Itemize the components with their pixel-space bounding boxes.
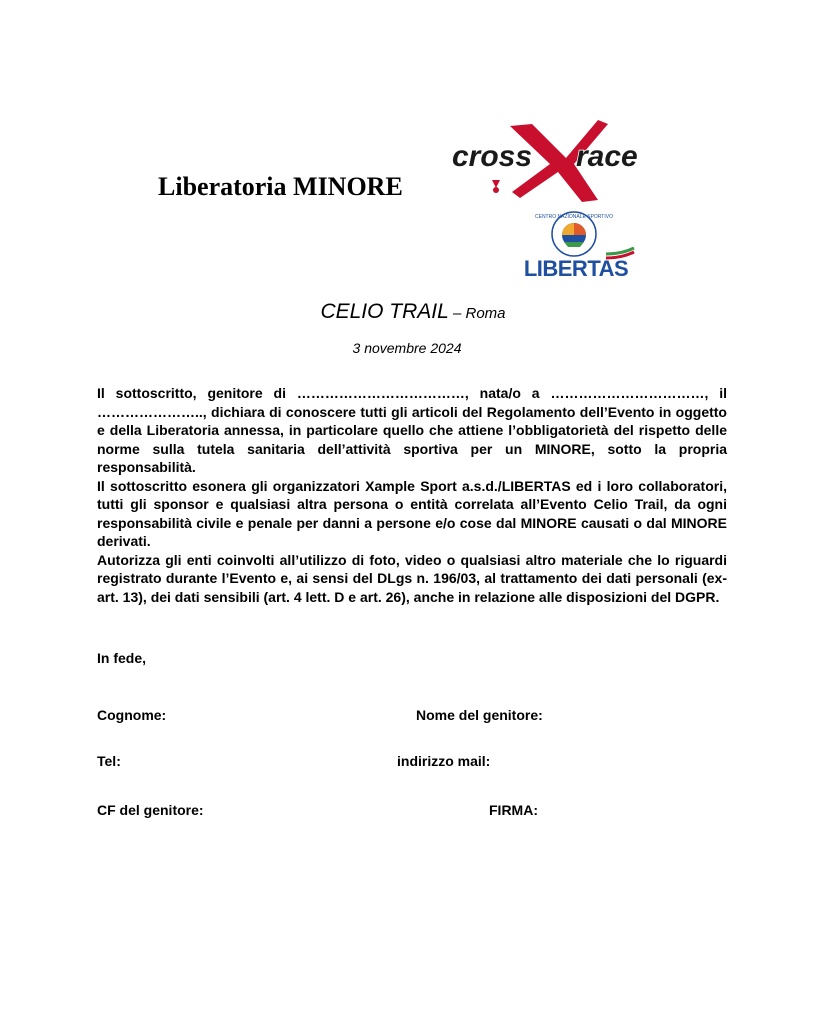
declaration-text xyxy=(97,384,727,606)
nome-genitore-label: Nome del genitore: xyxy=(416,707,543,723)
event-date: 3 novembre 2024 xyxy=(352,340,462,356)
libertas-logo-text: LIBERTAS xyxy=(523,256,629,281)
crossxrace-logo xyxy=(448,118,670,202)
tel-label: Tel: xyxy=(97,753,121,769)
closing-text: In fede, xyxy=(97,650,147,666)
paragraph: Il sottoscritto esonera gli organizzatori Xample Sport a.s.d./LIBERTAS ed i loro collaboratori, tutti gli sponsor e qualsiasi altra persona o entità correlata all’Evento Celio Trail, da ogni responsabilità civile e penale per danni a persone e/o cose dal MINORE causati o dal MINORE derivati. xyxy=(97,477,727,549)
cognome-label: Cognome: xyxy=(97,707,167,723)
event-name: CELIO TRAIL xyxy=(320,300,449,323)
document-title: Liberatoria MINORE xyxy=(158,172,403,201)
libertas-logo xyxy=(514,210,640,292)
paragraph: Il sottoscritto, genitore di ………………………………, nata/o a ……………………………, il ………………….., dichiara di conoscere tutti gli articoli del Regolamento dell’Evento in oggetto e della Liberatoria annessa, in particolare quello che attiene l’obbligatorietà del rispetto delle norme sulla tutela sanitaria dell’attività sportiva per un MINORE, sotto la propria responsabilità. xyxy=(97,385,727,475)
cf-label: CF del genitore: xyxy=(97,802,204,818)
svg-text:cross: cross xyxy=(452,140,533,173)
svg-text:race: race xyxy=(576,140,638,173)
event-city: – Roma xyxy=(448,305,506,322)
libertas-ring-text: CENTRO NAZIONALE SPORTIVO xyxy=(535,214,613,220)
firma-label: FIRMA: xyxy=(489,802,538,818)
paragraph: Autorizza gli enti coinvolti all’utilizzo di foto, video o qualsiasi altro materiale che lo riguardi registrato durante l’Evento e, ai sensi del DLgs n. 196/03, al trattamento dei dati personali (ex-art. 13), dei dati sensibili (art. 4 lett. D e art. 26), anche in relazione alle disposizioni del DGPR. xyxy=(97,551,727,605)
event-heading xyxy=(0,300,826,324)
email-label: indirizzo mail: xyxy=(397,753,491,769)
